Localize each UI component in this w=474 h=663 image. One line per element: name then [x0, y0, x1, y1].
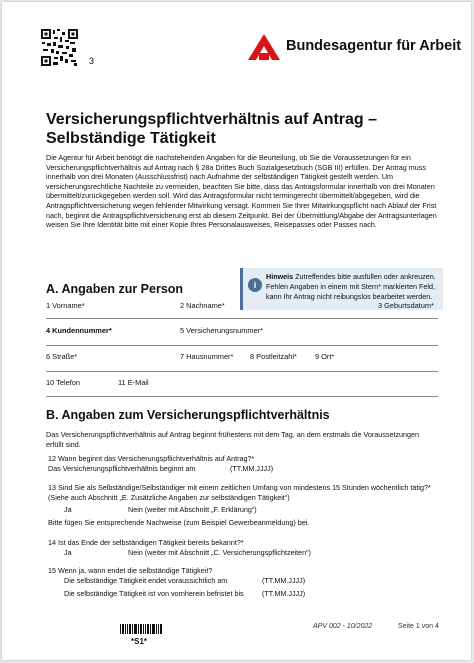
- intro-paragraph: Die Agentur für Arbeit benötigt die nachstehenden Angaben für die Beurteilung, ob Sie die Voraussetzungen für ein Versicherungspflichtverhältnis auf Antrag nach § 28a Drittes Buch Sozialgesetzbuch (SGB III) erfüllen. Der Antrag muss innerhalb von drei Monaten (Ausschlussfrist) nach Aufnahme der selbständigen Tätigkeit gestellt werden. Um versicherungsrechtliche Nachteile zu vermeiden, beachten Sie bitte, dass das Antragsformular innerhalb von drei Monaten übermittelt/zurückgegeben werden soll. Wird das Antragsformular nicht termingerecht übermittelt/abgegeben, wird die Antragspflichtversicherung wegen fehlender Mitwirkung versagt. Kommen Sie Ihrer Mitwirkungspflicht nach Ablauf der Frist nach, beginnt die Antragspflichtversicherung erst ab diesem Zeitpunkt. Bei der Übermittlung/Abgabe der Antragsunterlagen weisen Sie Ihre Identität bitte mit einer Kopie Ihres Personalausweises, Reisepasses oder Passes nach.: [46, 153, 437, 230]
- agency-name: Bundesagentur für Arbeit: [286, 38, 462, 54]
- hint-label: Hinweis: [266, 272, 294, 281]
- field-nachname[interactable]: 2 Nachname*: [180, 301, 225, 310]
- section-b-title: B. Angaben zum Versicherungspflichtverhältnis: [46, 408, 330, 422]
- divider: [46, 371, 438, 372]
- q15-question: 15 Wenn ja, wann endet die selbständige Tätigkeit?: [48, 566, 213, 575]
- field-versicherungsnummer[interactable]: 5 Versicherungsnummer*: [180, 326, 263, 335]
- q12-date-field[interactable]: (TT.MM.JJJJ): [230, 464, 274, 473]
- field-strasse[interactable]: 6 Straße*: [46, 352, 78, 361]
- form-title: [46, 110, 377, 148]
- q14-no-option[interactable]: Nein (weiter mit Abschnitt „C. Versicherungspflichtzeiten“): [128, 548, 311, 557]
- field-hausnummer[interactable]: 7 Hausnummer*: [180, 352, 234, 361]
- field-email[interactable]: 11 E-Mail: [118, 378, 149, 387]
- field-telefon[interactable]: 10 Telefon: [46, 378, 80, 387]
- q13-no-option[interactable]: Nein (weiter mit Abschnitt „F. Erklärung“): [128, 505, 257, 514]
- q13-question: 13 Sind Sie als Selbständige/Selbständiger mit einem zeitlichen Umfang von mindestens 15 Stunden wöchentlich tätig?*: [48, 483, 431, 492]
- form-page: [2, 2, 471, 660]
- sheet-code: *S1*: [131, 637, 148, 646]
- field-geburtsdatum[interactable]: 3 Geburtsdatum*: [378, 301, 434, 310]
- agency-logo-icon: [248, 34, 280, 60]
- divider: [46, 345, 438, 346]
- section-a-title: A. Angaben zur Person: [46, 282, 184, 296]
- q12-question: 12 Wann beginnt das Versicherungspflichtverhältnis auf Antrag?*: [48, 454, 255, 463]
- q13-yes-option[interactable]: Ja: [64, 505, 72, 514]
- page-number: Seite 1 von 4: [398, 623, 439, 630]
- info-icon: i: [248, 278, 262, 292]
- hint-body: Zutreffendes bitte ausfüllen oder ankreuzen. Fehlen Angaben in einem mit Stern* markierten Feld, kann Ihr Antrag nicht reibungslos bearbeitet werden.: [266, 272, 436, 301]
- qr-code: [41, 29, 78, 66]
- q15-date-field-1[interactable]: (TT.MM.JJJJ): [262, 576, 306, 585]
- q15-line1: Die selbständige Tätigkeit endet voraussichtlich am: [64, 576, 228, 585]
- field-postleitzahl[interactable]: 8 Postleitzahl*: [250, 352, 297, 361]
- field-vorname[interactable]: 1 Vorname*: [46, 301, 85, 310]
- q12-label: Das Versicherungspflichtverhältnis beginnt am: [48, 464, 196, 473]
- field-ort[interactable]: 9 Ort*: [315, 352, 335, 361]
- q13-note: (Siehe auch Abschnitt „E. Zusätzliche Angaben zur selbständigen Tätigkeit“): [48, 493, 290, 502]
- hint-text: [266, 272, 442, 302]
- q13-hint: Bitte fügen Sie entsprechende Nachweise (zum Beispiel Gewerbeanmeldung) bei.: [48, 518, 310, 527]
- form-title-line2: Selbständige Tätigkeit: [46, 130, 216, 147]
- divider: [46, 396, 438, 397]
- form-title-line1: Versicherungspflichtverhältnis auf Antrag –: [46, 111, 378, 128]
- sheet-barcode: [120, 624, 162, 634]
- q15-line2: Die selbständige Tätigkeit ist von vornherein befristet bis: [64, 589, 244, 598]
- form-code: APV 002 - 10/2022: [313, 623, 373, 630]
- qr-number: 3: [89, 56, 95, 66]
- q15-date-field-2[interactable]: (TT.MM.JJJJ): [262, 589, 306, 598]
- q14-yes-option[interactable]: Ja: [64, 548, 72, 557]
- field-kundennummer[interactable]: 4 Kundennummer*: [46, 326, 112, 335]
- q14-question: 14 Ist das Ende der selbständigen Tätigkeit bereits bekannt?*: [48, 538, 244, 547]
- section-b-intro: Das Versicherungspflichtverhältnis auf Antrag beginnt frühestens mit dem Tag, an dem erstmals die Voraussetzungen erfüllt sind.: [46, 430, 420, 449]
- divider: [46, 318, 438, 319]
